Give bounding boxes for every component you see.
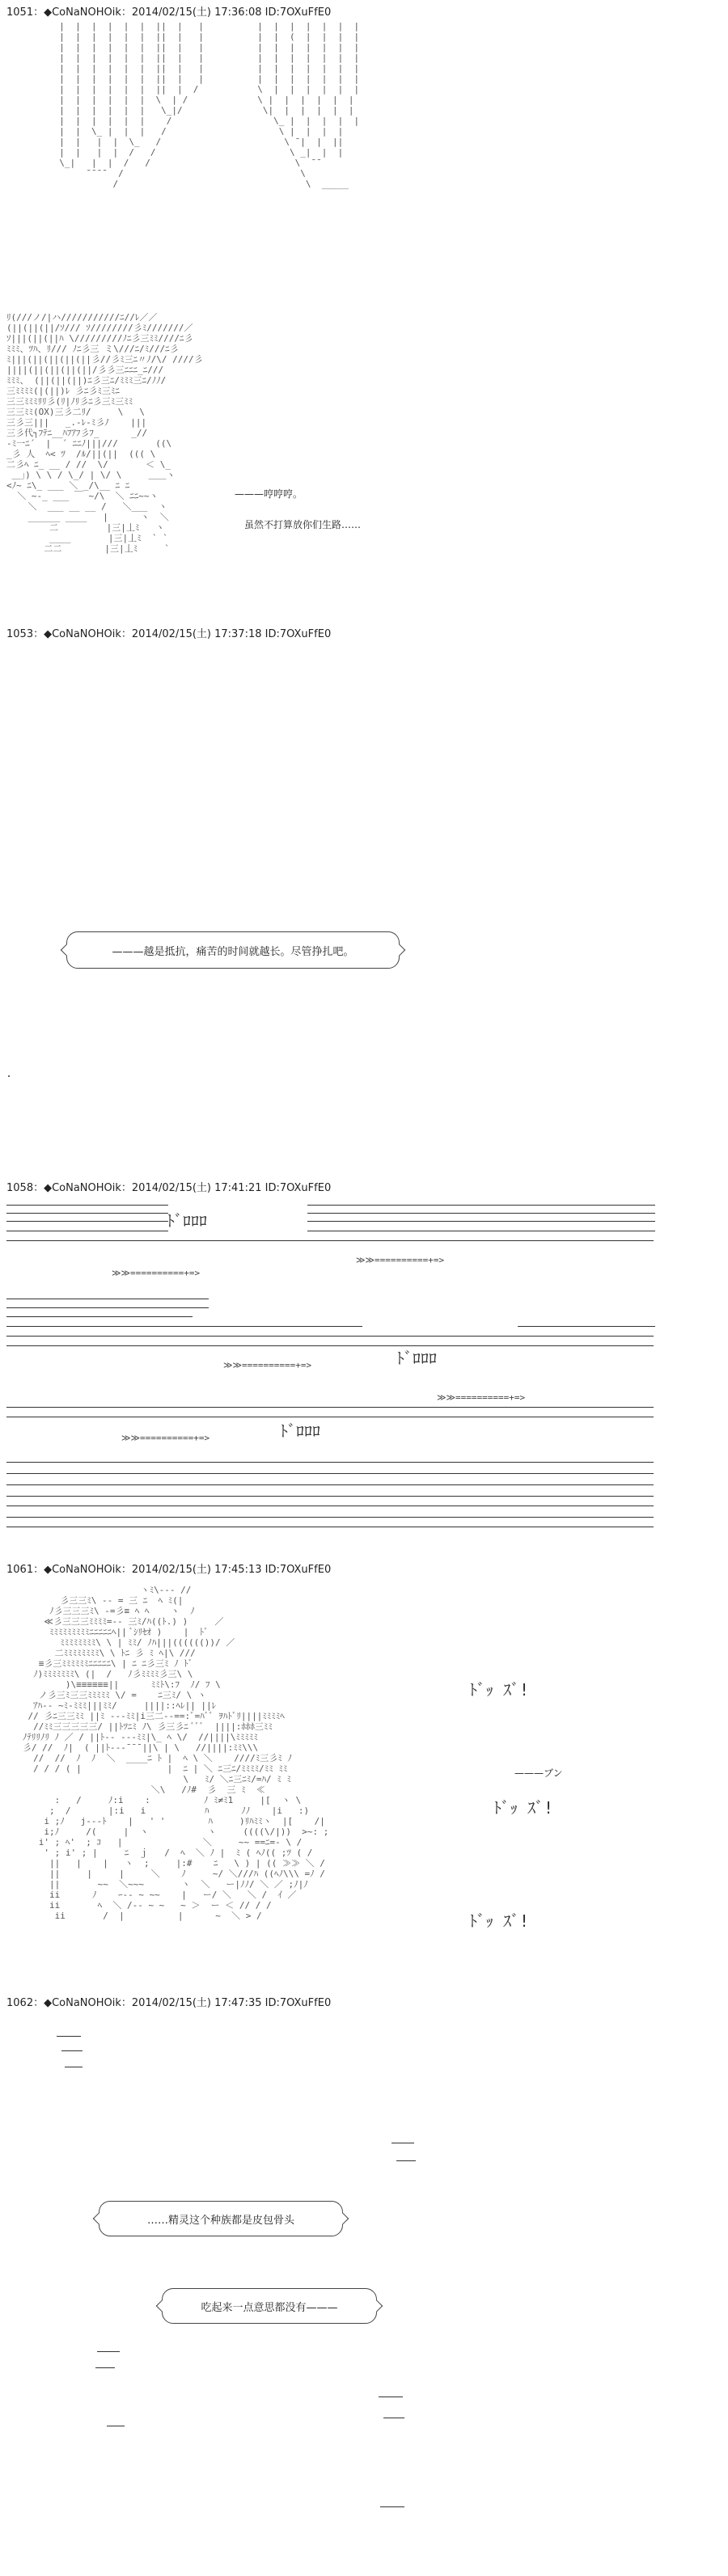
post-header-1051: 1051：◆CoNaNOHOik：2014/02/15(土) 17:36:08 ID:7OXuFfE0 xyxy=(6,6,332,19)
dot xyxy=(8,1075,10,1077)
arrow-sfx: ≫≫==========+=> xyxy=(121,1433,210,1443)
post-header-1053: 1053：◆CoNaNOHOik：2014/02/15(土) 17:37:18 ID:7OXuFfE0 xyxy=(6,628,332,640)
arrow-sfx: ≫≫==========+=> xyxy=(112,1268,201,1278)
dialogue-bun: ———ブン xyxy=(514,1767,563,1779)
ascii-art-dragon-attack: ヽﾐ\--- // 彡三三ﾐ\ -- = 三 ﾆ ﾍ ﾐ(| ﾉ彡三三三ﾐ\ -=彡≡ ﾍ ﾍ ヽ ﾉ ≪彡三三三ﾐﾐﾐﾐ=-- 三ﾐ/ﾊ((ﾄ.) ) ／ ﾐﾐﾐﾐﾐﾐﾐﾐﾐﾆﾆﾆﾆﾆﾍ|| ﾞｼﾘｾｵ ) | ﾄﾞ ﾐﾐﾐﾐﾐﾐﾐﾐ\ \ | ﾐﾐ/ ﾉﾊ|||(((((())/ ／ 二ﾐﾐﾐﾐﾐﾐﾐﾐ\ \ ﾄﾆ 彡 ﾐ ﾍ|\ /// ≡彡三ﾐﾐﾐﾐﾐﾐﾆﾆﾆﾆﾆ\ | ﾆ ﾆ彡三ﾐ ﾉ ﾄﾞ ﾉ)ﾐﾐﾐﾐﾐﾐﾐ\ (| / ﾉ彡ﾐﾐﾐﾐ彡三\ \ )\≡≡≡≡≡≡|| ﾐﾐﾄ\:ﾌ ﾉ/ ﾌ \ ノ彡三ﾐ三三ﾐﾐﾐﾐﾐ \/ = ﾆ三ﾐ/ \ ヽ ｱﾊ-- ~ﾐ-ﾐﾐﾐ|||ﾐﾐ/ ||||::ﾍﾚ|| ||ﾚ // 彡ﾆ三三ﾐﾐ ||ﾐ ---ﾐﾐ|i三二--==:ﾞ=ﾊﾞﾞ ｦﾊﾄﾞﾘ||||ﾐﾐﾐﾐﾍ //ﾐﾐ三三三三三/ ||ﾄﾂﾆﾐ ﾉ\ 彡三彡ﾆ ﾞﾞﾞ ||||:ﾎﾎﾎ三ﾐﾐ ﾉﾃﾘﾘﾉﾘ ﾉ ／ / ||ﾄ-- ---ﾐﾐ|\_ ﾍ \/ //||||\ﾐﾐﾐﾐﾐ 彡/ // ﾉ| ( ||ﾄ---¯¯¯||\ | \ //||||:ﾐﾐ\\\ // // ﾉ ﾉ ＼ ____ﾆ ﾄ | ﾍ \ ＼ ////ﾐ三彡ﾐ ﾉ / / / ( | | ﾆ | ＼ ﾆ三ﾆ/ﾐﾐﾐﾐ/ﾐﾐ ﾐﾐ \ ﾐ/ ＼ﾆ三ﾆﾐ/=ﾊ/ ﾐ ﾐ ＼\ /ﾉ# 彡 三 ﾐ ≪ : / ﾉ:i : ﾉ ﾐ≠ﾐ1 |[ ヽ \ ; / |:i i ﾊ ﾉﾉ |i :) i ;ﾉ j---ﾄ | ' ' ﾊ )ﾘﾊﾐﾐヽ |[ /| i;ﾉ /( | ヽ ヽ ((((\/|)) >~: ; i' ; ﾍ' ; ｺ | ＼ ~~ ==ﾆ=- \ / ' ; i' ; | ﾆ ｊ / ﾍ ＼ ﾉ | ﾐ ( ﾍﾉ(( ;ﾂ ( / || | | ヽ ; |:# ﾆ \ ) | (( ≫≫ ＼ / || | | ＼ ﾉ ~/ ＼///ﾊ ((ﾍﾉ\\\ =ﾉ / || ~~ ＼~~~ ヽ ＼ ー|ﾉﾉ/ ＼ ／ ;ﾉ|ﾉ ii ﾉ ｰ-- ~ ~~ | ー/ ＼ ＼ / ｲ ／ ii ﾍ ＼ /-- ~ ~ ~ ＞ ー ＜ // / / ii / | | ~ ＼ > / xyxy=(22,1585,329,1921)
motion-line xyxy=(307,1221,655,1222)
motion-line xyxy=(6,1407,654,1408)
scribble-mark xyxy=(61,2050,83,2051)
scribble-mark xyxy=(97,2351,120,2352)
sfx-zuban-3: ﾄﾞﾛﾛﾛ xyxy=(280,1421,320,1441)
bubble-text-1053: ———越是抵抗，痛苦的时间就越长。尽管挣扎吧。 xyxy=(112,945,354,958)
post-header-1061: 1061：◆CoNaNOHOik：2014/02/15(土) 17:45:13 ID:7OXuFfE0 xyxy=(6,1564,332,1576)
motion-line xyxy=(6,1473,654,1474)
sfx-zuban-2: ﾄﾞﾛﾛﾛ xyxy=(396,1349,437,1368)
motion-line xyxy=(6,1205,168,1206)
speech-bubble-1062-b xyxy=(162,2288,377,2324)
scribble-mark xyxy=(396,2160,416,2161)
motion-line xyxy=(6,1484,654,1485)
scribble-mark xyxy=(380,2506,404,2507)
dialogue-hehe: ———哼哼哼。 xyxy=(235,488,303,500)
ascii-art-pillars: | | | | | | || | | | | | | | | | | | | | | | || | | | | ( | | | | | | | | | | || | | | | | | | | | | | | | | | || | | | | | | | | | | | | | | | || | | | | | | | | | | | | | | | || | | | | | | | | | | | | | | | || | / \ | | | | | | | | | | | | \ | / \ | | | | | | | | | | | | \_|/ \| | | | | | | | | | | | / \_ | | | | | | | \_ | | | / \ | | | | | | | | \_ / \ ¯| | || | | | | / / \ _| | | \_| | | / / \ ¯¯ ¯¯¯¯ / \ / \ _____ xyxy=(59,21,360,189)
motion-line xyxy=(6,1496,654,1497)
motion-line xyxy=(6,1307,209,1308)
ascii-art-dragon-1051: ﾘ(///ノ/|ハ///////////ﾆ//ﾚ／／ (||(||(||/ｿ/// ｿ////////彡ﾐ///////／ ｿ|||(||(||ﾊ \/////////ﾉﾆ彡三ﾐﾐ////ﾆ彡 ﾐﾐﾐ、ﾂﾊ、ﾘ/// ﾉﾆ彡三 ミ\///ﾆ/ﾐ///ﾆ彡 ﾐ|||(||(||(||(||彡//彡ﾐ三ﾆ〃ﾉ/\/ ////彡 ||||(||(||(||(||/彡彡三ﾆﾆﾆ_ﾆ/// ﾐﾐﾐ、 (||(||(||)ﾆ彡三ﾆ/ﾐﾐﾐ三ﾆ/ﾉﾉ/ 三ﾐﾐﾐﾐ(|(||)ﾚ 彡ﾆ彡ﾐ三ﾐﾆ 三三ﾐﾐﾐﾘﾘ彡(ﾘ|ﾉﾘ彡ﾆ彡三ﾐ三ﾐﾐ 三三ﾐﾐ(OX)三彡二ﾘ/ \ \ 三彡三||| _.-ﾚ-ﾐ彡ﾉ ||| 三彡代┐ﾌﾃﾆ__ﾊﾌｱﾌ彡ﾌ_ _// -ﾐ一ﾆ´ | ´ ﾆﾆﾉ|||/// ((\ _彡 人 ﾍ< ﾂ /ﾙ/||(|| ((( \ 二彡ﾍ ﾆ_ __ / // \/ ＜ \_ ＿｣) \ \ / \_/ | \/ \ ＿＿ヽ <ﾉ~ ﾆ\_ ___ ＼ _/\__ ﾆ ﾆ ＼ ~-_ ___ ￣ ~/\ ＼ ﾆﾆ~~ヽ ＼ ___ __ __ / ＼___ ヽ ______ ____ | ヽ ＼ 二 |三|丄ﾐ ヽ ____ |三|丄ﾐ ` ` 二二 |三|丄ﾐ ` xyxy=(6,312,203,554)
sfx-dodo-1: ﾄﾞｯ ｽﾞ! xyxy=(469,1680,530,1700)
motion-line xyxy=(6,1505,654,1506)
sfx-zuban-1: ﾄﾞﾛﾛﾛ xyxy=(167,1211,207,1231)
motion-line xyxy=(6,1462,654,1463)
post-header-1062: 1062：◆CoNaNOHOik：2014/02/15(土) 17:47:35 ID:7OXuFfE0 xyxy=(6,1997,332,2009)
motion-line xyxy=(6,1336,654,1337)
dialogue-no-resist: 虽然不打算放你们生路…… xyxy=(244,519,362,530)
bubble-text-1062-b: 吃起来一点意思都没有——— xyxy=(201,2301,338,2314)
motion-line xyxy=(6,1517,654,1518)
speech-bubble-1062-a xyxy=(99,2201,343,2236)
arrow-sfx: ≫≫==========+=> xyxy=(356,1255,445,1265)
arrow-sfx: ≫≫==========+=> xyxy=(437,1392,526,1403)
scribble-mark xyxy=(95,2367,115,2368)
post-header-1058: 1058：◆CoNaNOHOik：2014/02/15(土) 17:41:21 ID:7OXuFfE0 xyxy=(6,1182,332,1194)
motion-line xyxy=(6,1316,193,1317)
bubble-text-1062-a: ……精灵这个种族都是皮包骨头 xyxy=(146,2214,294,2227)
motion-line xyxy=(518,1326,655,1327)
motion-line xyxy=(6,1213,168,1214)
sfx-dodo-3: ﾄﾞｯ ｽﾞ! xyxy=(469,1911,530,1931)
arrow-sfx: ≫≫==========+=> xyxy=(223,1360,312,1370)
speech-bubble-1053 xyxy=(66,931,400,969)
motion-line xyxy=(6,1240,654,1241)
motion-line xyxy=(6,1326,362,1327)
motion-line xyxy=(6,1221,168,1222)
scribble-mark xyxy=(57,2036,81,2037)
motion-line xyxy=(307,1213,655,1214)
motion-line xyxy=(6,1345,654,1346)
motion-line xyxy=(307,1205,655,1206)
sfx-dodo-2: ﾄﾞｯ ｽﾞ! xyxy=(493,1798,554,1818)
